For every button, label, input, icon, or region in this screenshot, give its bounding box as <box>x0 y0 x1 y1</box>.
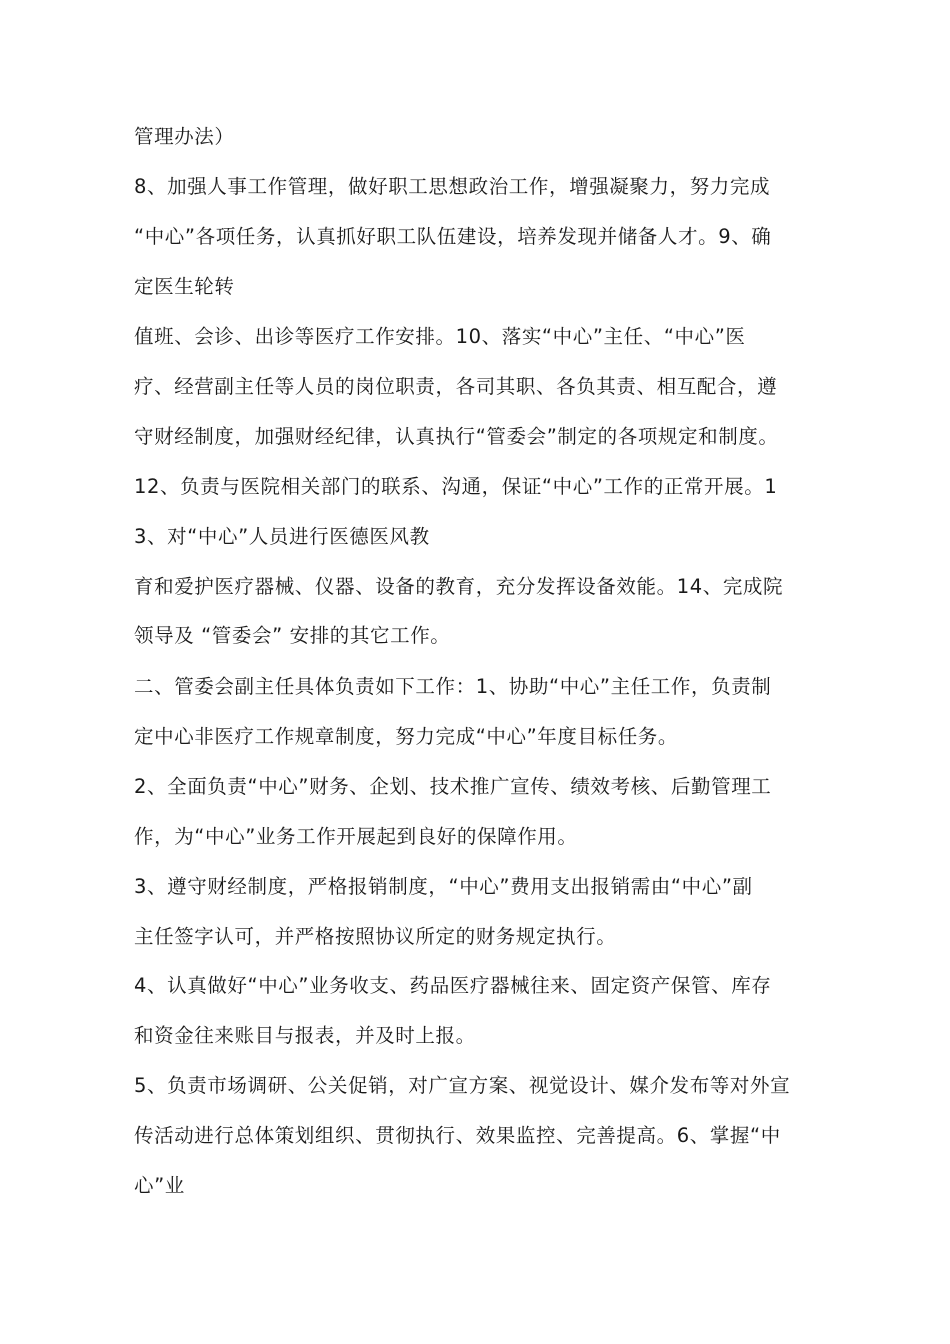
text-line: 值班、会诊、出诊等医疗工作安排。10、落实“中心”主任、“中心”医 <box>134 325 746 348</box>
text-line: 管理办法） <box>134 125 235 148</box>
text-line: “中心”各项任务，认真抓好职工队伍建设，培养发现并储备人才。9、确 <box>134 225 772 248</box>
text-line: 主任签字认可，并严格按照协议所定的财务规定执行。 <box>134 925 617 948</box>
text-line: 8、加强人事工作管理，做好职工思想政治工作，增强凝聚力，努力完成 <box>134 175 771 198</box>
text-line: 作，为“中心”业务工作开展起到良好的保障作用。 <box>134 825 578 848</box>
text-line: 二、管委会副主任具体负责如下工作：1、协助“中心”主任工作，负责制 <box>134 675 772 698</box>
text-line: 育和爱护医疗器械、仪器、设备的教育，充分发挥设备效能。14、完成院 <box>134 575 784 598</box>
text-line: 传活动进行总体策划组织、贯彻执行、效果监控、完善提高。6、掌握“中 <box>134 1124 781 1147</box>
text-line: 定医生轮转 <box>134 275 235 298</box>
text-line: 12、负责与医院相关部门的联系、沟通，保证“中心”工作的正常开展。1 <box>134 475 778 498</box>
text-line: 心”业 <box>134 1174 185 1197</box>
text-line: 3、遵守财经制度，严格报销制度，“中心”费用支出报销需由“中心”副 <box>134 875 753 898</box>
text-line: 守财经制度，加强财经纪律，认真执行“管委会”制定的各项规定和制度。 <box>134 425 779 448</box>
text-line: 定中心非医疗工作规章制度，努力完成“中心”年度目标任务。 <box>134 725 679 748</box>
text-line: 5、负责市场调研、公关促销，对广宣方案、视觉设计、媒介发布等对外宣 <box>134 1074 791 1097</box>
text-line: 2、全面负责“中心”财务、企划、技术推广宣传、绩效考核、后勤管理工 <box>134 775 772 798</box>
text-line: 领导及 “管委会” 安排的其它工作。 <box>134 624 451 647</box>
text-line: 4、认真做好“中心”业务收支、药品医疗器械往来、固定资产保管、库存 <box>134 974 772 997</box>
text-line: 和资金往来账目与报表，并及时上报。 <box>134 1024 476 1047</box>
text-line: 疗、经营副主任等人员的岗位职责，各司其职、各负其责、相互配合，遵 <box>134 375 778 398</box>
text-line: 3、对“中心”人员进行医德医风教 <box>134 525 430 548</box>
